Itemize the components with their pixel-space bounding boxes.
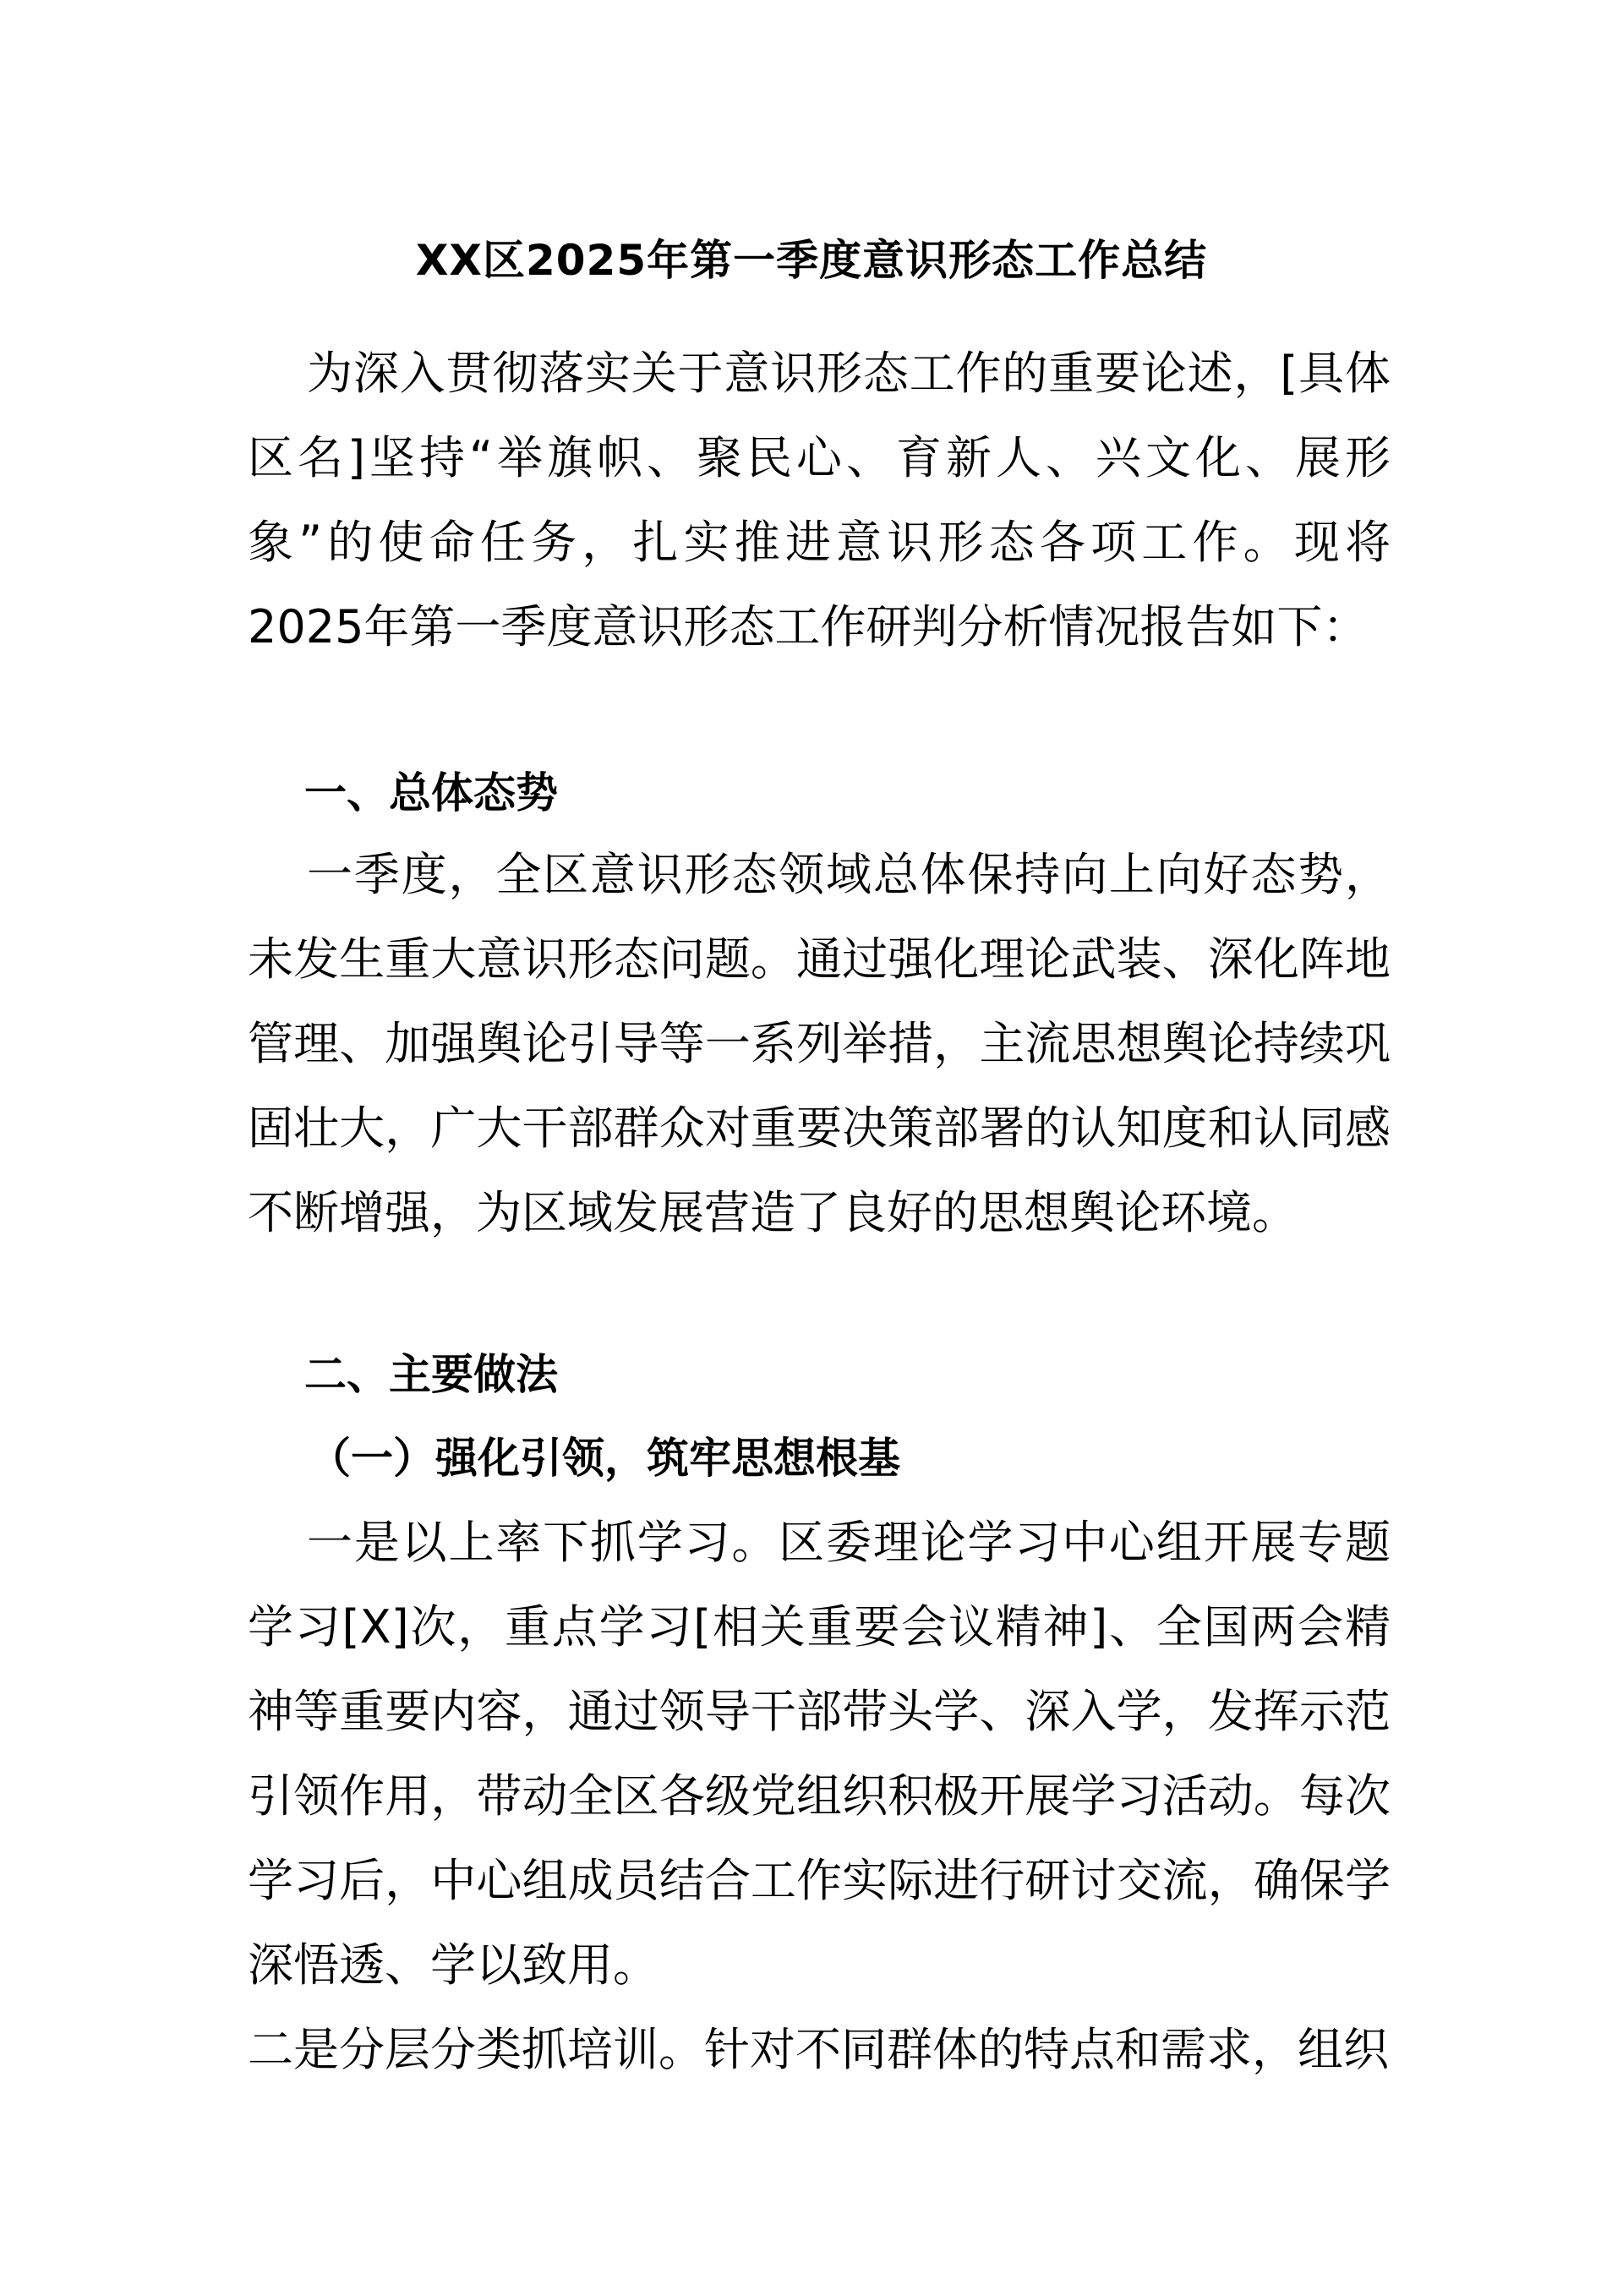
section-1-paragraph: 一季度，全区意识形态领域总体保持向上向好态势，未发生重大意识形态问题。通过强化理论武装、深化阵地管理、加强舆论引导等一系列举措，主流思想舆论持续巩固壮大，广大干部群众对重要决策部署的认知度和认同感不断增强，为区域发展营造了良好的思想舆论环境。: [248, 848, 1391, 1239]
section-1-heading: 一、总体态势: [304, 768, 558, 817]
subsection-1-heading: （一）强化引领，筑牢思想根基: [309, 1434, 900, 1483]
item-2-paragraph: 二是分层分类抓培训。针对不同群体的特点和需求，组织: [248, 2023, 1389, 2076]
intro-paragraph: 为深入贯彻落实关于意识形态工作的重要论述，[具体区名]坚持“举旗帜、聚民心、育新人、兴文化、展形象”的使命任务，扎实推进意识形态各项工作。现将2025年第一季度意识形态工作研判分析情况报告如下：: [248, 347, 1391, 653]
item-1-paragraph: 一是以上率下抓学习。区委理论学习中心组开展专题学习[X]次，重点学习[相关重要会议精神]、全国两会精神等重要内容，通过领导干部带头学、深入学，发挥示范引领作用，带动全区各级党组织积极开展学习活动。每次学习后，中心组成员结合工作实际进行研讨交流，确保学深悟透、学以致用。: [248, 1516, 1391, 1992]
section-2-heading: 二、主要做法: [304, 1350, 558, 1399]
document-title: XX区2025年第一季度意识形态工作总结: [415, 236, 1208, 285]
